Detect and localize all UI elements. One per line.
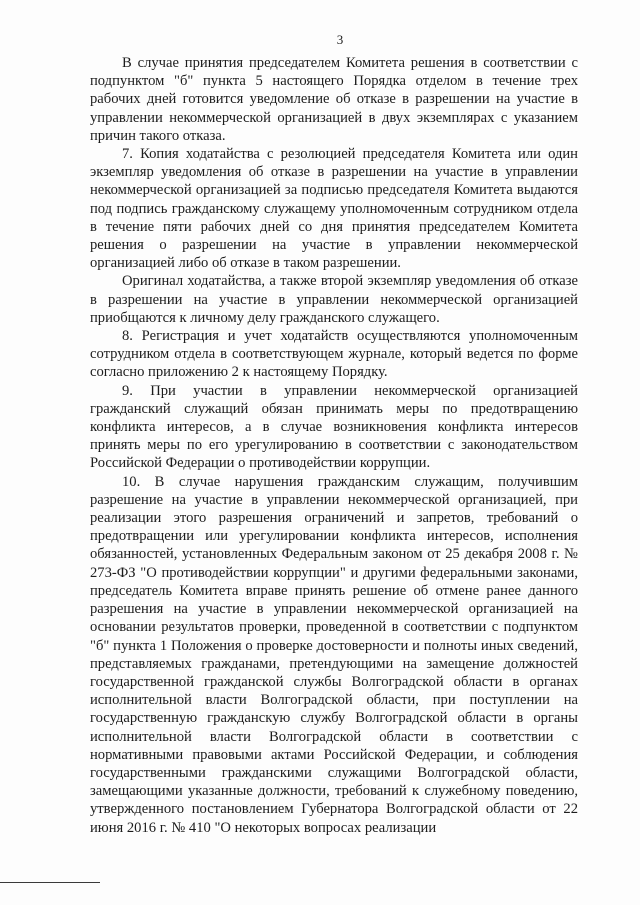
paragraph-7-copy-issuance: 7. Копия ходатайства с резолюцией председателя Комитета или один экземпляр уведомления об отказе в разрешении на участие в управлении некоммерческой организацией за подписью председателя Комитета выдаются под подпись гражданскому служащему уполномоченным сотрудником отдела в течение пяти рабочих дней со дня принятия председателем Комитета решения о разрешении на участие в управлении некоммерческой организацией либо об отказе в таком разрешении.: [90, 146, 578, 272]
paragraph-original-filing: Оригинал ходатайства, а также второй экземпляр уведомления об отказе в разрешении на участие в управлении некоммерческой организацией приобщаются к личному делу гражданского служащего.: [90, 273, 578, 326]
paragraph-9-conflict-of-interest: 9. При участии в управлении некоммерческой организацией гражданский служащий обязан принимать меры по предотвращению конфликта интересов, а в случае возникновения конфликта интересов принять меры по его урегулированию в соответствии с законодательством Российской Федерации о противодействии коррупции.: [90, 382, 578, 472]
paragraph-10-violation: 10. В случае нарушения гражданским служащим, получившим разрешение на участие в управлении некоммерческой организацией, при реализации этого разрешения ограничений и запретов, требований о предотвращении или урегулировании конфликта интересов, исполнения обязанностей, установленных Федеральным законом от 25 декабря 2008 г. № 273-ФЗ "О противодействии коррупции" и другими федеральными законами, председатель Комитета вправе принять решение об отмене ранее данного разрешения на участие в управлении некоммерческой организацией на основании результатов проверки, проведенной в соответствии с подпунктом "б" пункта 1 Положения о проверке достоверности и полноты иных сведений, представляемых гражданами, претендующими на замещение должностей государственной гражданской службы Волгоградской области в органах исполнительной власти Волгоградской области, при поступлении на государственную гражданскую службу Волгоградской области в органы исполнительной власти Волгоградской области в соответствии с нормативными правовыми актами Российской Федерации, и соблюдения государственными гражданскими служащими Волгоградской области, замещающими указанные должности, требований к служебному поведению, утвержденного постановлением Губернатора Волгоградской области от 22 июня 2016 г. № 410 "О некоторых вопросах реализации: [90, 473, 578, 836]
paragraph-refusal-notice: В случае принятия председателем Комитета решения в соответствии с подпунктом "б" пункта 5 настоящего Порядка отделом в течение трех рабочих дней готовится уведомление об отказе в разрешении на участие в управлении некоммерческой организацией в двух экземплярах с указанием причин такого отказа.: [90, 55, 578, 144]
body-text: [90, 54, 578, 837]
footnote-divider: [0, 882, 100, 883]
paragraph-8-registration: 8. Регистрация и учет ходатайств осуществляются уполномоченным сотрудником отдела в соответствующем журнале, который ведется по форме согласно приложению 2 к настоящему Порядку.: [90, 328, 578, 381]
page-number: 3: [336, 32, 344, 47]
